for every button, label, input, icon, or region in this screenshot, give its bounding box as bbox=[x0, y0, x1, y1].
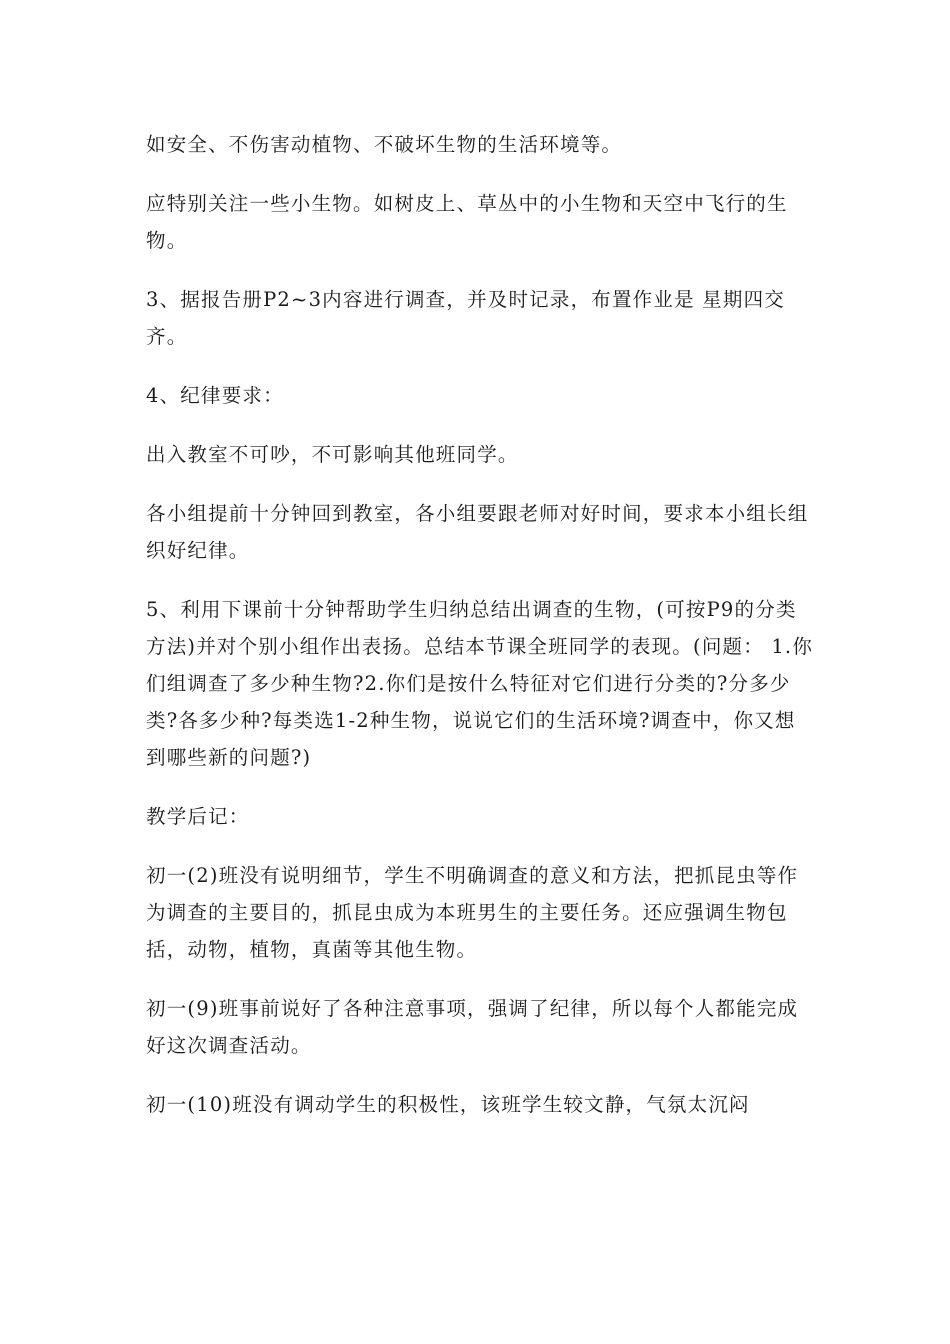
paragraph-discipline-2: 各小组提前十分钟回到教室，各小组要跟老师对好时间，要求本小组长组织好纪律。 bbox=[146, 502, 809, 562]
document-body bbox=[146, 126, 816, 1145]
paragraph-class-10-note: 初一(10)班没有调动学生的积极性，该班学生较文静，气氛太沉闷 bbox=[146, 1093, 750, 1116]
paragraph-class-9-note: 初一(9)班事前说好了各种注意事项，强调了纪律，所以每个人都能完成好这次调查活动。 bbox=[146, 997, 799, 1057]
paragraph-step-3: 3、据报告册P2~3内容进行调查，并及时记录，布置作业是 星期四交齐。 bbox=[146, 288, 785, 348]
paragraph-small-organisms: 应特别关注一些小生物。如树皮上、草丛中的小生物和天空中飞行的生物。 bbox=[146, 192, 788, 252]
paragraph-discipline-1: 出入教室不可吵，不可影响其他班同学。 bbox=[146, 443, 519, 466]
paragraph-step-4-heading: 4、纪律要求： bbox=[146, 384, 284, 407]
paragraph-safety-note: 如安全、不伤害动植物、不破坏生物的生活环境等。 bbox=[146, 133, 623, 156]
paragraph-class-2-note: 初一(2)班没有说明细节，学生不明确调查的意义和方法，把抓昆虫等作为调查的主要目的，抓昆虫成为本班男生的主要任务。还应强调生物包括，动物，植物，真菌等其他生物。 bbox=[146, 864, 799, 961]
paragraph-step-5: 5、利用下课前十分钟帮助学生归纳总结出调查的生物，(可按P9的分类方法)并对个别小组作出表扬。总结本节课全班同学的表现。(问题： 1.你们组调查了多少种生物?2.你们是按什么特征对它们进行分类的?分多少类?各多少种?每类选1-2种生物，说说它们的生活环境?调查中，你又想到哪些新的问题?) bbox=[146, 598, 814, 769]
paragraph-teaching-notes-heading: 教学后记： bbox=[146, 805, 250, 828]
